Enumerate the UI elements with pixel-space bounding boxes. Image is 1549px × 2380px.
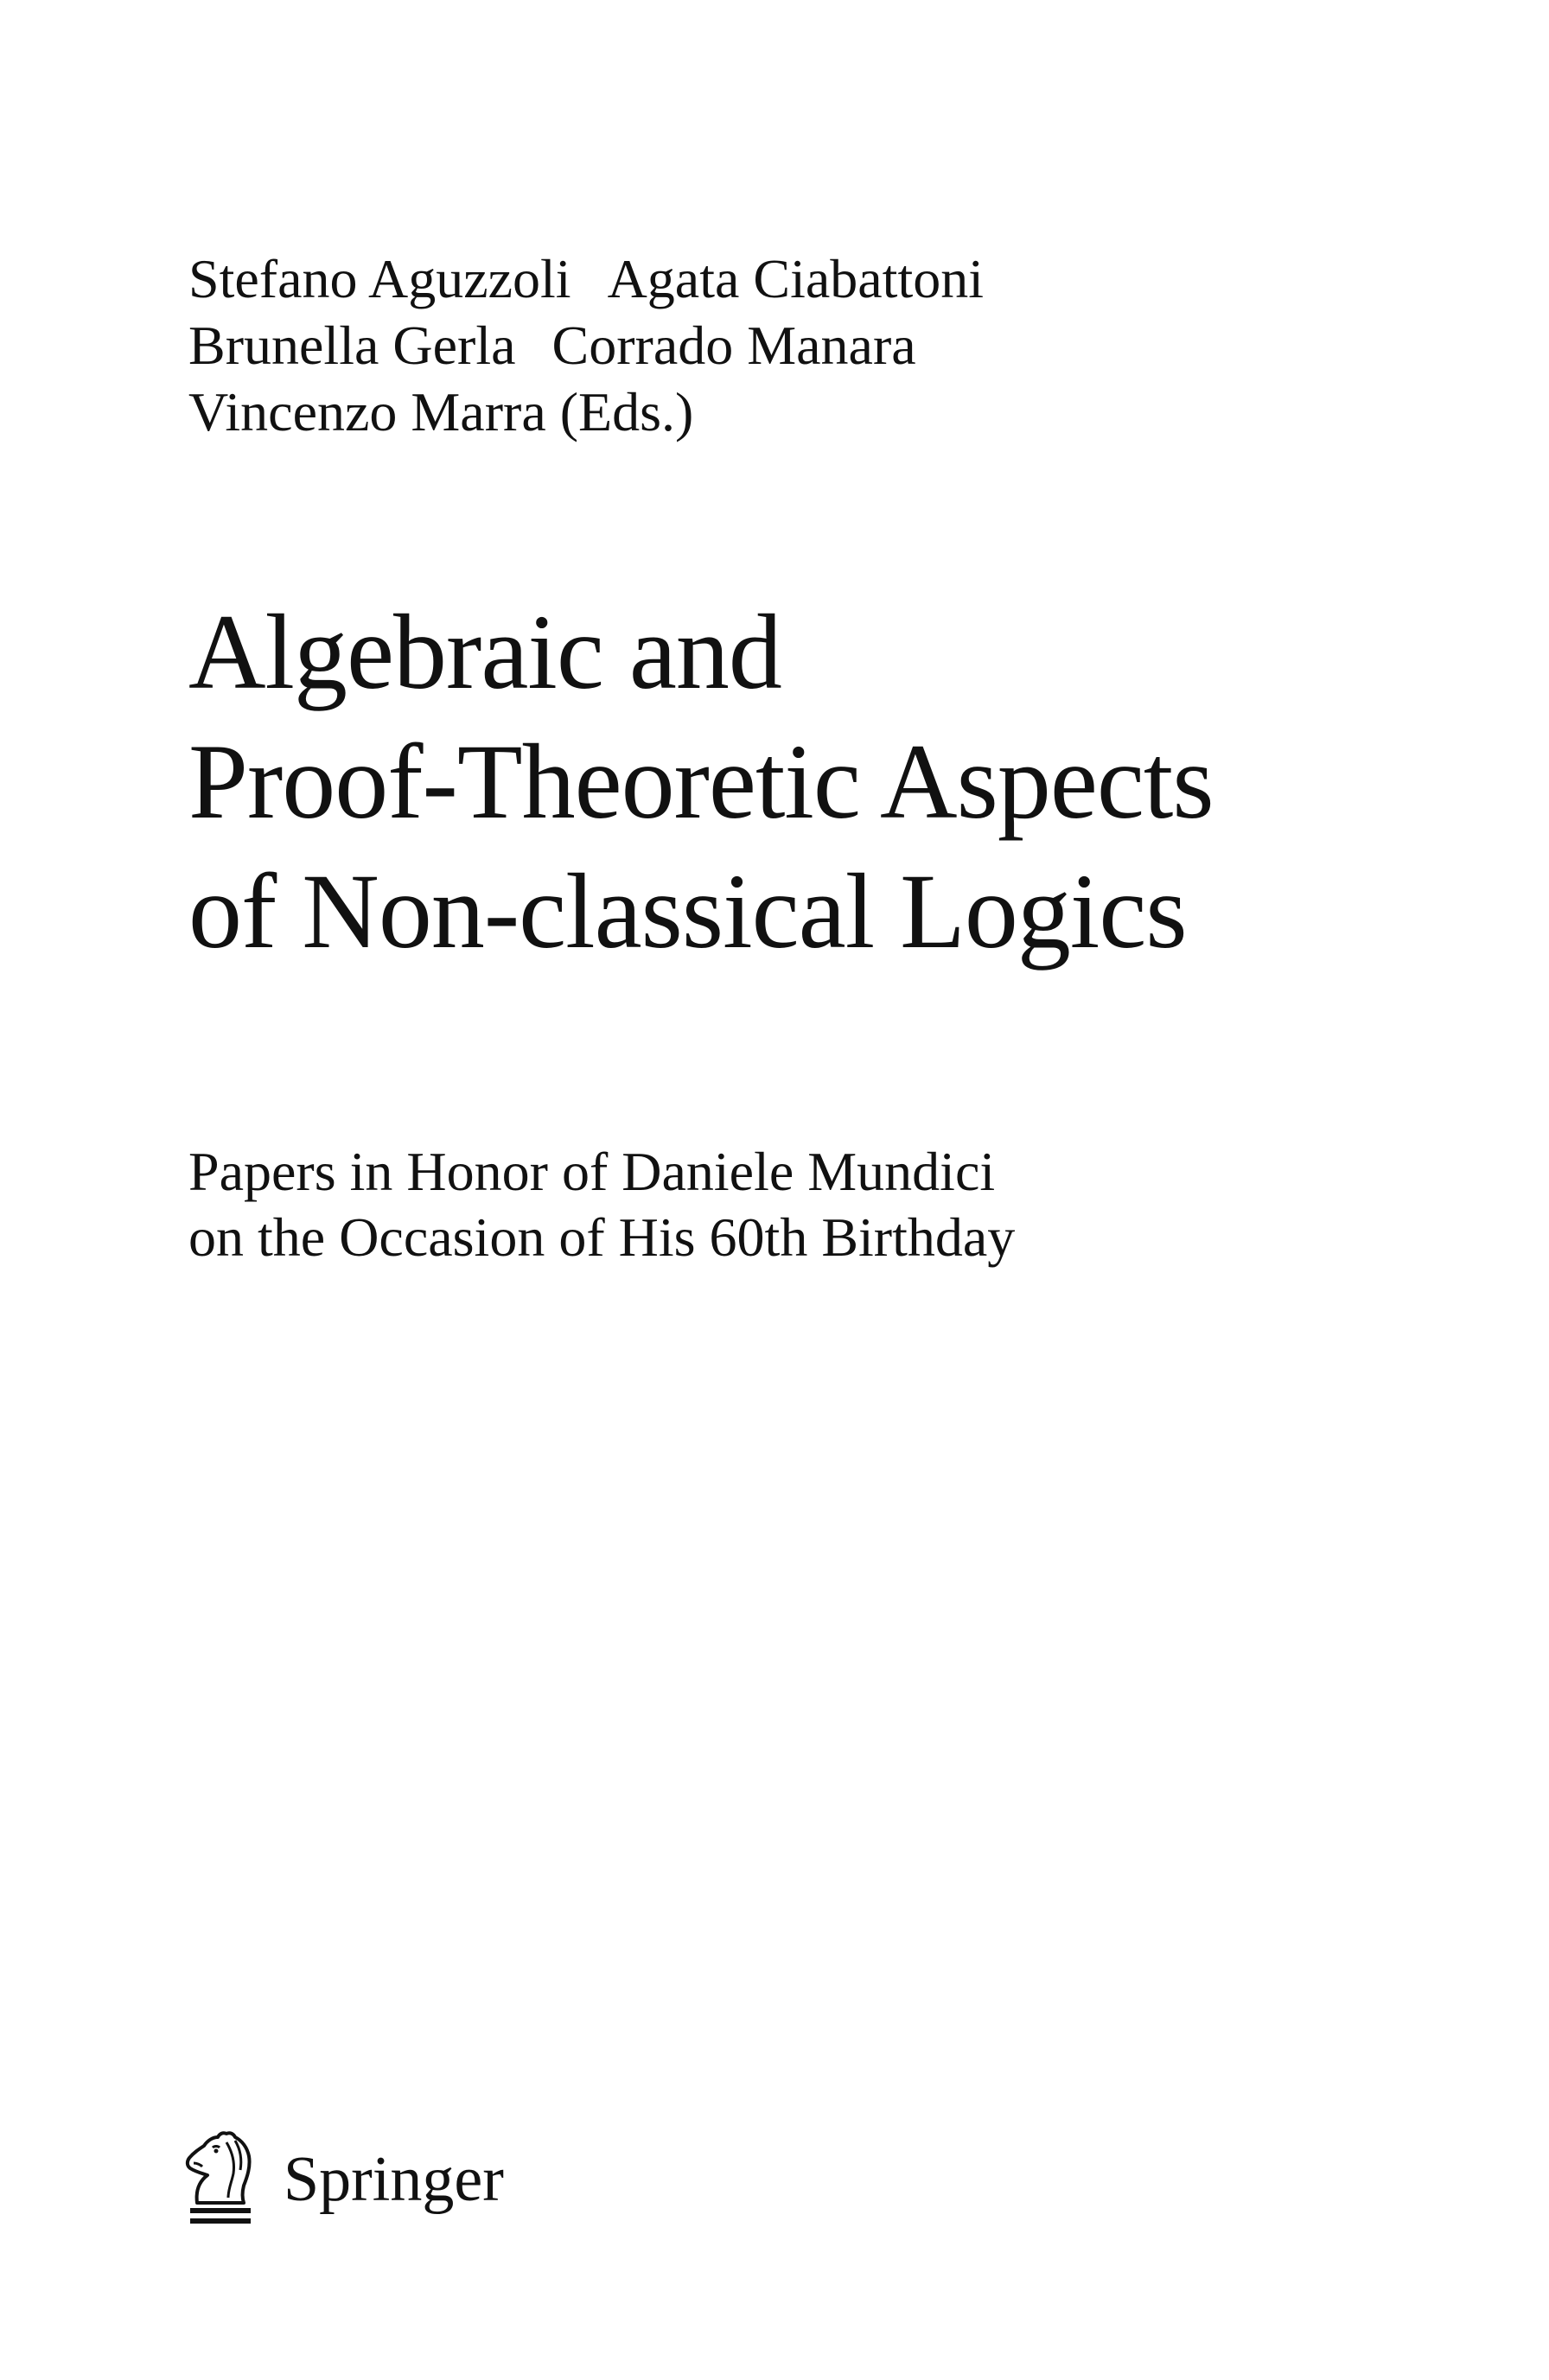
book-title-line-2: Proof-Theoretic Aspects (188, 722, 1214, 841)
book-subtitle-line-2: on the Occasion of His 60th Birthday (188, 1206, 1016, 1268)
editors-line-2 (188, 312, 1399, 379)
editor-name: Agata Ciabattoni (607, 248, 984, 309)
publisher-imprint (178, 2128, 504, 2231)
book-title (188, 588, 1485, 977)
editor-name: Brunella Gerla (188, 315, 516, 376)
editor-name: Vincenzo Marra (Eds.) (188, 381, 694, 442)
editor-name: Corrado Manara (551, 315, 916, 376)
book-subtitle-line-1: Papers in Honor of Daniele Mundici (188, 1141, 996, 1202)
publisher-name: Springer (284, 2144, 504, 2215)
book-subtitle (188, 1139, 1399, 1270)
editors-block (188, 245, 1399, 445)
editors-line-3 (188, 379, 1399, 445)
book-title-line-3: of Non-classical Logics (188, 852, 1187, 970)
editor-name: Stefano Aguzzoli (188, 248, 571, 309)
springer-knight-icon (178, 2129, 265, 2230)
book-title-line-1: Algebraic and (188, 593, 781, 711)
editors-line-1 (188, 245, 1399, 312)
